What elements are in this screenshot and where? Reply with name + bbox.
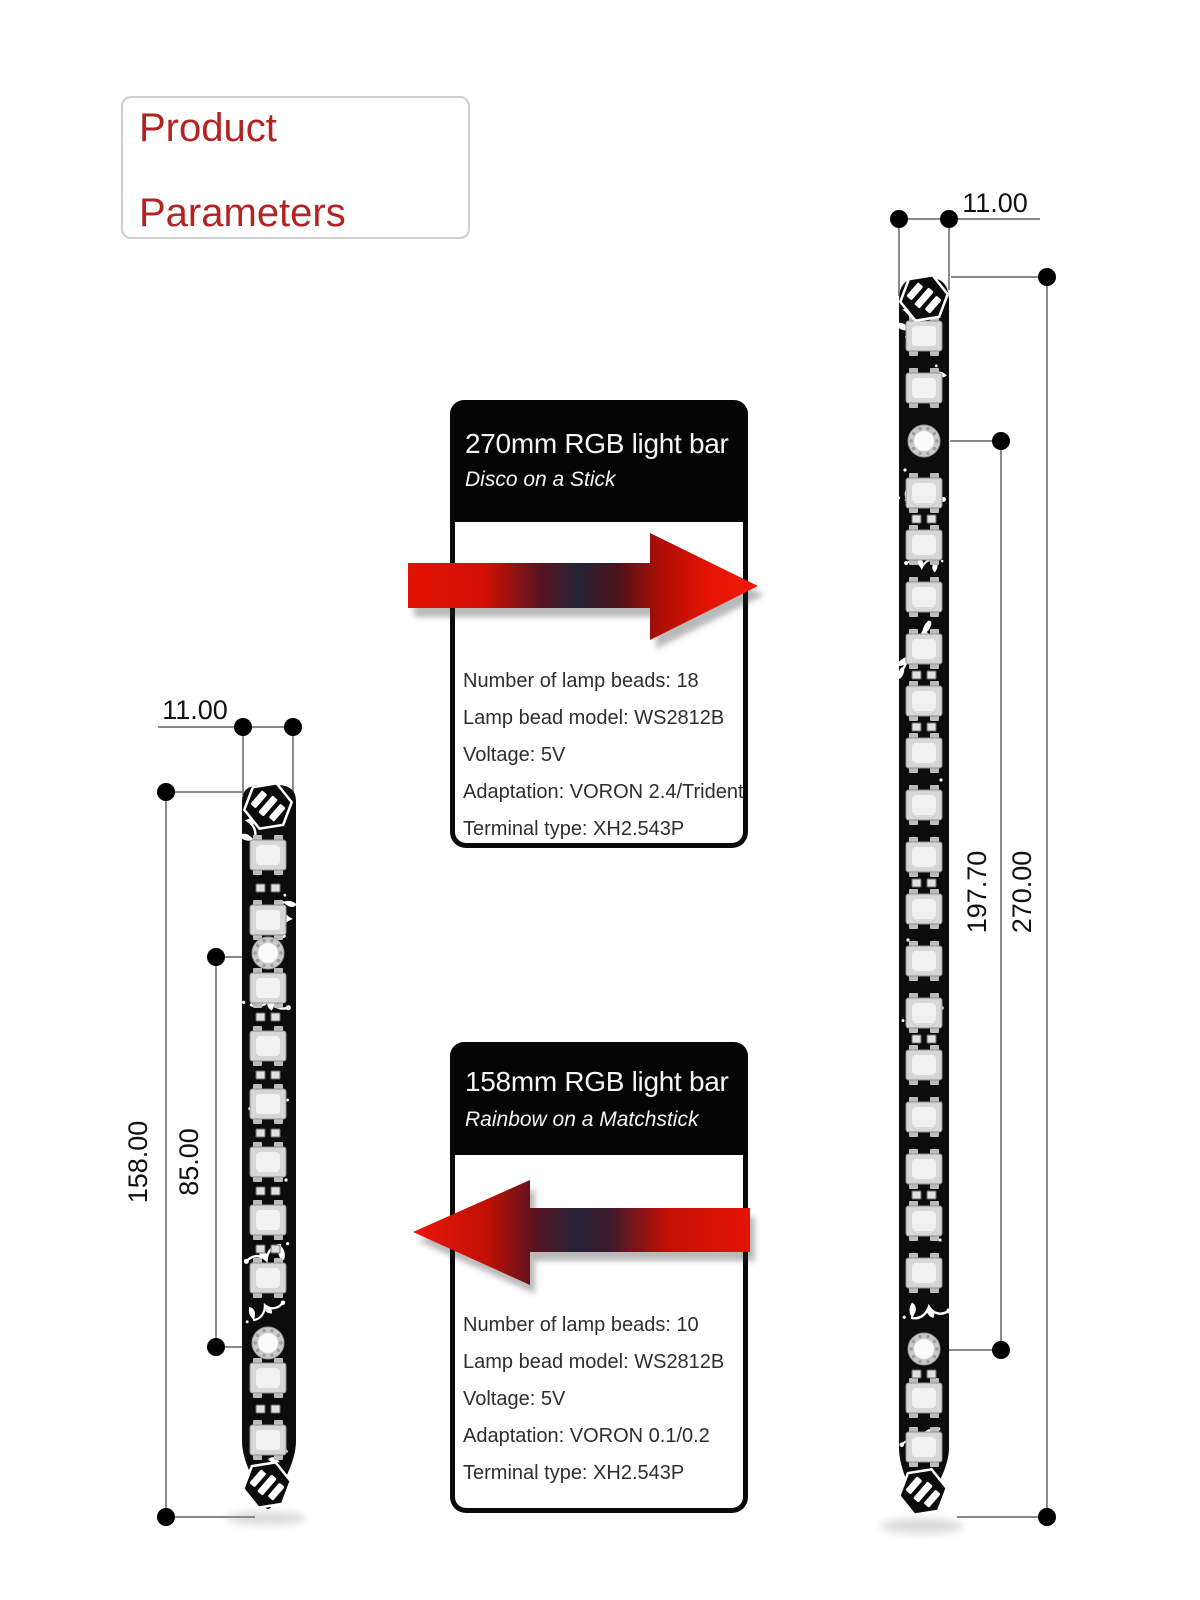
product-card-270mm [450,400,748,848]
led-packages-158mm [250,835,286,1460]
round-led [252,937,284,969]
spec-adaptation: Adaptation: VORON 0.1/0.2 [463,1425,710,1447]
spec-voltage: Voltage: 5V [463,1388,566,1410]
spec-lamp-bead-model: Lamp bead model: WS2812B [463,1351,725,1373]
right-bar-led-span-label: 197.70 [962,850,992,934]
round-led [908,1333,940,1365]
left-bar-led-span-label: 85.00 [174,1128,204,1196]
spec-adaptation: Adaptation: VORON 2.4/Trident [463,781,744,803]
card-body [450,1155,748,1513]
card-header [450,1042,748,1155]
product-card-158mm [450,1042,748,1513]
left-bar-width-label: 11.00 [162,695,228,725]
card-subtitle: Rainbow on a Matchstick [465,1108,699,1131]
card-title: 158mm RGB light bar [465,1066,729,1097]
right-bar-length-label: 270.00 [1007,850,1037,934]
spec-lamp-bead-count: Number of lamp beads: 18 [463,670,699,692]
spec-voltage: Voltage: 5V [463,744,566,766]
card-header [450,400,748,522]
card-subtitle: Disco on a Stick [465,468,616,491]
left-bar-diagram [123,695,308,1526]
spec-lamp-bead-count: Number of lamp beads: 10 [463,1314,699,1336]
spec-terminal-type: Terminal type: XH2.543P [463,818,685,840]
product-parameters-title-line2: Parameters [139,191,346,235]
round-led [908,425,940,457]
spec-list [463,663,744,848]
spec-list [463,1307,724,1492]
spec-lamp-bead-model: Lamp bead model: WS2812B [463,707,725,729]
product-parameters-title-line1: Product [139,106,277,150]
card-title: 270mm RGB light bar [465,428,729,459]
left-bar-length-label: 158.00 [123,1120,153,1204]
right-bar-width-label: 11.00 [962,188,1028,218]
card-body [450,522,748,848]
round-led [252,1327,284,1359]
spec-terminal-type: Terminal type: XH2.543P [463,1462,685,1484]
bar-shadow [880,1518,964,1534]
product-parameters-box [121,96,470,239]
right-bar-diagram [880,188,1056,1534]
